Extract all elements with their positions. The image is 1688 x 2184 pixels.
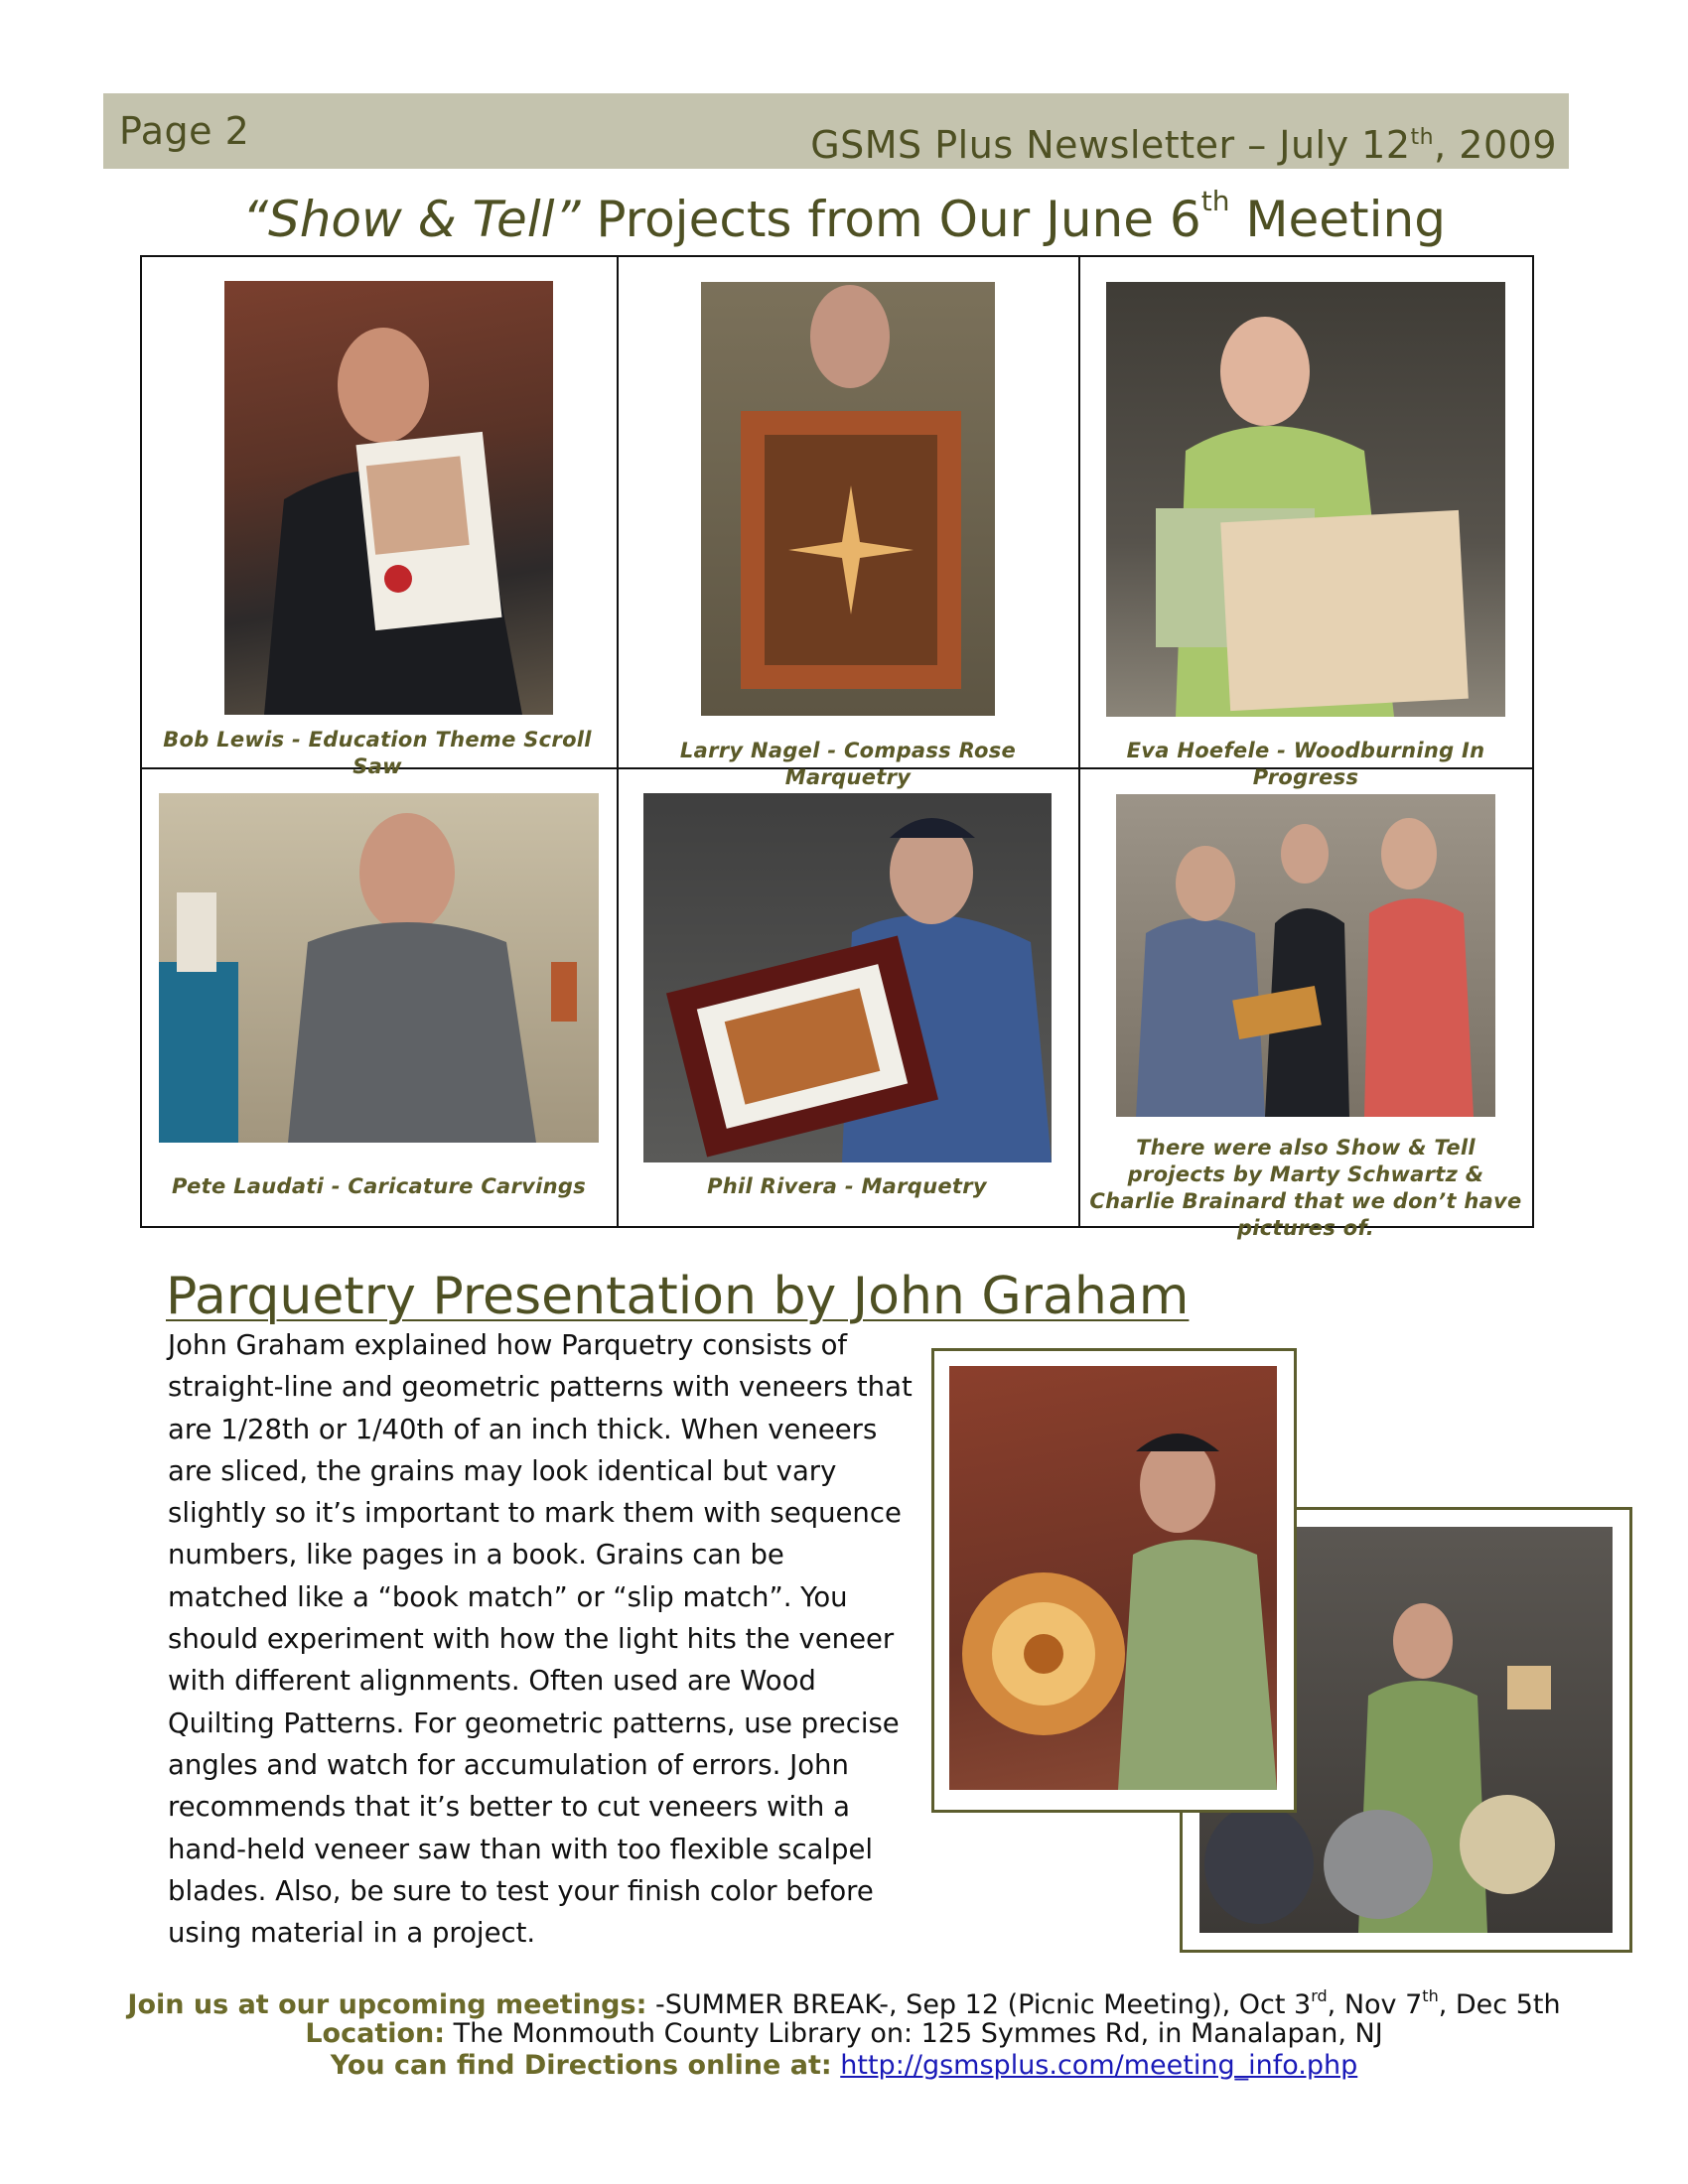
caption-bob-lewis: Bob Lewis - Education Theme Scroll Saw [163,728,592,778]
show-tell-heading [0,185,1688,248]
article-body: John Graham explained how Parquetry consists of straight-line and geometric patterns with veneers that are 1/28th or 1/40th of an inch thick. When veneers are sliced, the grains may look identical but vary slightly so it’s important to mark them with sequence numbers, like pages in a book. Grains can be matched like a “book match” or “slip match”. You should experiment with how the light hits the veneer with different alignments. Often used are Wood Quilting Patterns. For geometric patterns, use precise angles and watch for accumulation of errors. John recommends that it’s better to cut veneers with a hand-held veneer saw than with too flexible scalpel blades. Also, be sure to test your finish color before using material in a project. [168,1329,913,1950]
footer-directions [0,2050,1688,2081]
photo-eva-hoefele [1106,282,1505,717]
newsletter-title-sup: th [1410,125,1435,150]
footer-meetings-label: Join us at our upcoming meetings: [127,1989,647,2020]
grid-divider [1078,257,1080,1226]
photo-larry-nagel [701,282,995,716]
caption-phil-rivera: Phil Rivera - Marquetry [707,1174,987,1198]
photo-john-graham-parquetry [949,1366,1277,1790]
footer-sup: rd [1311,1986,1328,2005]
photo-frame-front [931,1348,1297,1813]
footer-directions-label: You can find Directions online at: [330,2050,832,2081]
photo-pete-laudati [159,793,599,1143]
newsletter-title [810,123,1557,167]
footer-sup: th [1422,1986,1439,2005]
caption-eva-hoefele: Eva Hoefele - Woodburning In Progress [1126,739,1485,789]
caption-larry-nagel: Larry Nagel - Compass Rose Marquetry [679,739,1017,789]
photo-group [1116,794,1495,1117]
newsletter-title-year: , 2009 [1434,123,1557,167]
photo-bob-lewis [224,281,553,715]
grid-divider [617,257,619,1226]
show-tell-heading-end: Meeting [1229,191,1446,248]
footer-meetings-dates: -SUMMER BREAK-, Sep 12 (Picnic Meeting), Oct 3 [646,1989,1312,2020]
article-title: Parquetry Presentation by John Graham [166,1267,1190,1326]
directions-link[interactable]: http://gsmsplus.com/meeting_info.php [840,2050,1358,2081]
show-tell-heading-rest: Projects from Our June 6 [580,191,1201,248]
caption-other-projects: There were also Show & Tell projects by Marty Schwartz & Charlie Brainard that we don’t have pictures of. [1089,1136,1522,1240]
newsletter-title-text: GSMS Plus Newsletter – July 12 [810,123,1411,167]
footer-location-value: The Monmouth County Library on: 125 Symmes Rd, in Manalapan, NJ [445,2018,1383,2049]
show-tell-heading-sup: th [1200,185,1230,217]
show-tell-heading-quoted: “Show & Tell” [242,191,581,248]
photo-phil-rivera [643,793,1052,1162]
footer-meetings-dates: , Dec 5th [1438,1989,1561,2020]
page-number: Page 2 [119,109,250,153]
footer-location [0,2018,1688,2049]
caption-pete-laudati: Pete Laudati - Caricature Carvings [171,1174,587,1198]
footer-meetings-dates: , Nov 7 [1327,1989,1423,2020]
footer-meetings [0,1986,1688,2020]
footer-location-label: Location: [305,2018,446,2049]
